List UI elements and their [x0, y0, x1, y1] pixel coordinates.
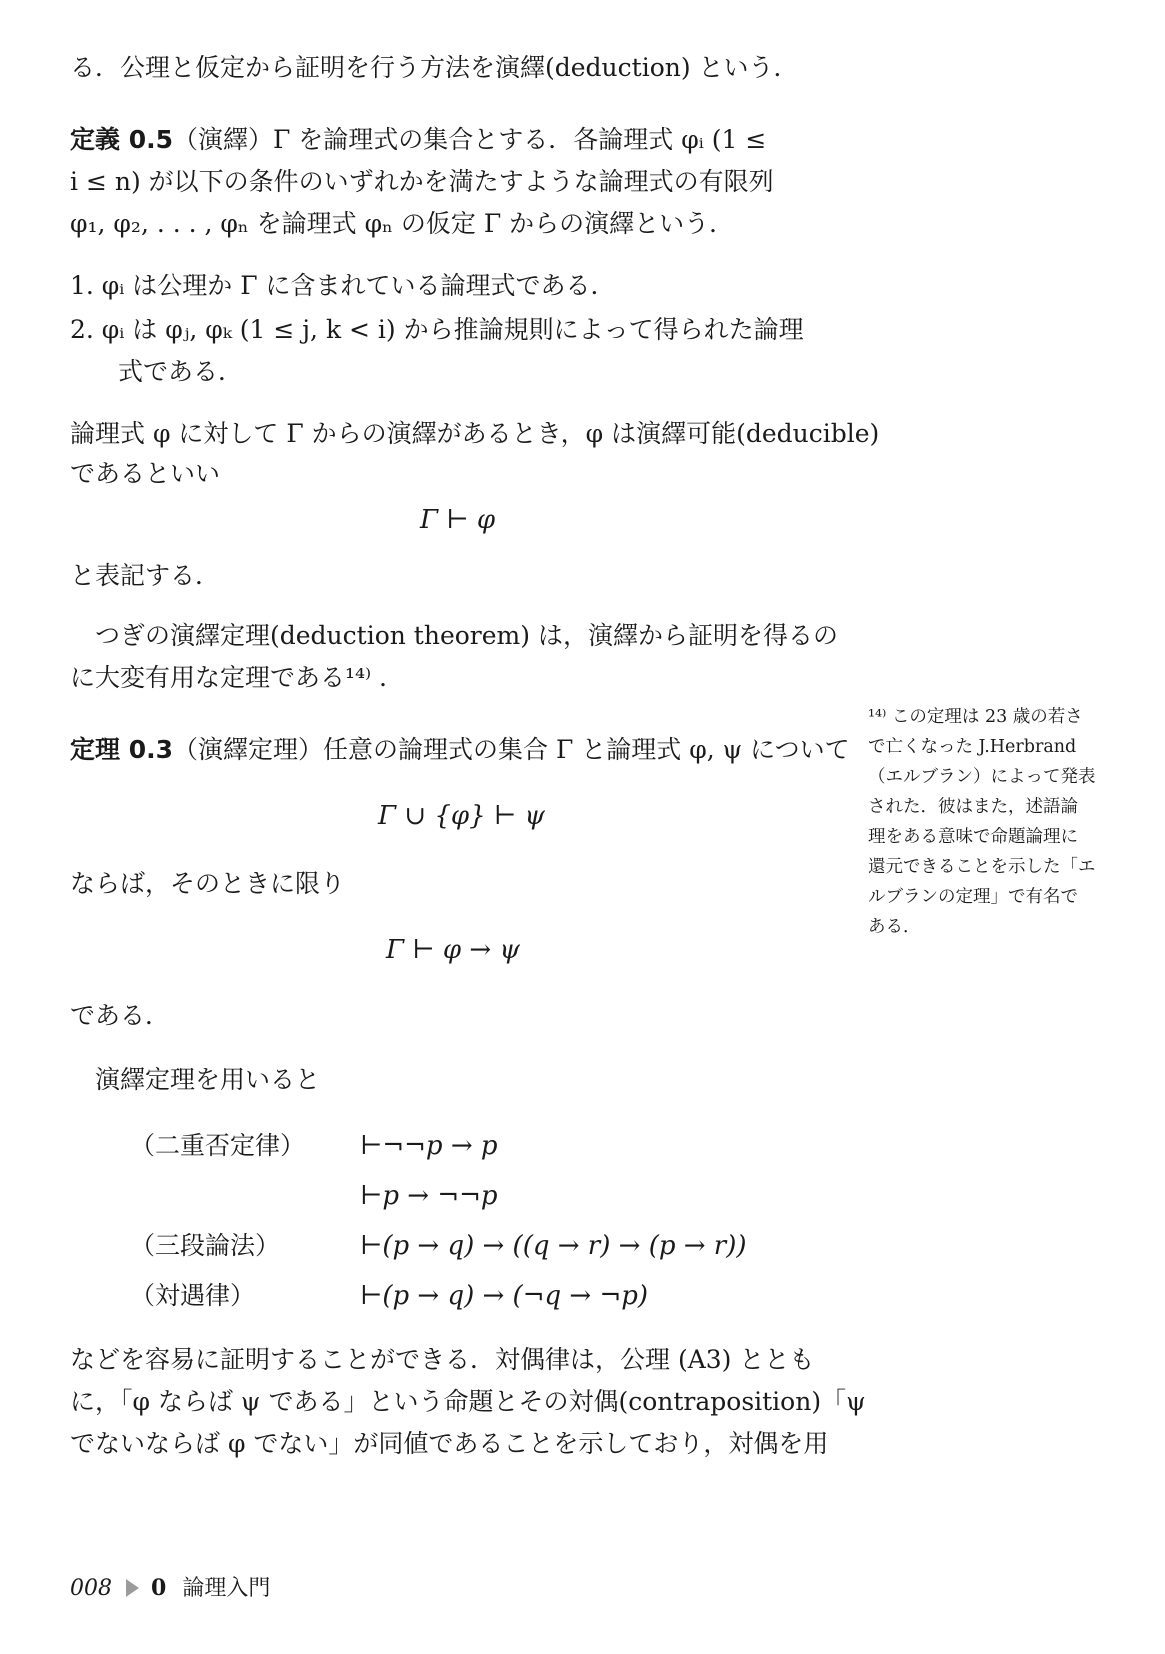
sidenote-14: [868, 702, 1108, 942]
sidenote-line: （エルブラン）によって発表: [868, 767, 1096, 787]
list-item-1: 1. φᵢ は公理か Γ に含まれている論理式である．: [70, 271, 616, 300]
sidenote-line: 理をある意味で命題論理に: [868, 827, 1078, 847]
theorem-label: 定理 0.3: [70, 735, 173, 764]
chapter-title: 論理入門: [182, 1576, 271, 1601]
page-number: 008: [70, 1576, 112, 1601]
definition-line-2: i ≤ n) が以下の条件のいずれかを満たすような論理式の有限列: [70, 167, 774, 196]
definition-label: 定義 0.5: [70, 125, 173, 154]
sidenote-line: ¹⁴⁾ この定理は 23 歳の若さ: [868, 707, 1083, 727]
law-formula-double-negation-1: ⊢¬¬p → p: [360, 1131, 498, 1161]
sidenote-line: された．彼はまた，述語論: [868, 797, 1078, 817]
triangle-arrow-icon: [126, 1579, 139, 1597]
formula-gamma-entails-implication: Γ ⊢ φ → ψ: [386, 935, 520, 965]
closing-line-2: に，「φ ならば ψ である」という命題とその対偶(contraposition)「ψ: [70, 1387, 866, 1416]
sidenote-line: ルブランの定理」で有名で: [868, 887, 1078, 907]
using-line: 演繹定理を用いると: [95, 1065, 321, 1094]
closing-line-1: などを容易に証明することができる．対偶律は，公理 (A3) ととも: [70, 1345, 815, 1374]
deducible-line-2: であるといい: [70, 459, 221, 488]
theorem-text: （演繹定理）任意の論理式の集合 Γ と論理式 φ, ψ について: [173, 735, 850, 764]
is-line: である．: [70, 1001, 171, 1030]
sidenote-line: で亡くなった J.Herbrand: [868, 737, 1077, 757]
formula-gamma-entails-phi: Γ ⊢ φ: [420, 505, 496, 535]
page-footer: [70, 1570, 270, 1607]
intro-line: る．公理と仮定から証明を行う方法を演繹(deduction) という．: [70, 53, 799, 82]
theorem-intro-line-2: に大変有用な定理である¹⁴⁾ ．: [70, 663, 405, 692]
sidenote-line: ある．: [868, 917, 921, 937]
notation-line: と表記する．: [70, 561, 221, 590]
law-formula-double-negation-2: ⊢p → ¬¬p: [360, 1181, 498, 1211]
list-item-2: 2. φᵢ は φⱼ, φₖ (1 ≤ j, k < i) から推論規則によって得られた論理: [70, 315, 804, 344]
closing-line-3: でないならば φ でない」が同値であることを示しており，対偶を用: [70, 1429, 829, 1458]
formula-union-entails-psi: Γ ∪ {φ} ⊢ ψ: [378, 801, 545, 831]
deducible-line-1: 論理式 φ に対して Γ からの演繹があるとき，φ は演繹可能(deducible): [70, 419, 880, 448]
law-formula-contraposition: ⊢(p → q) → (¬q → ¬p): [360, 1281, 649, 1311]
theorem-line: [70, 730, 850, 770]
iff-line: ならば，そのときに限り: [70, 869, 346, 898]
sidenote-line: 還元できることを示した「エ: [868, 857, 1096, 877]
list-item-2-continued: 式である．: [118, 357, 244, 386]
definition-line-3: φ₁, φ₂, . . . , φₙ を論理式 φₙ の仮定 Γ からの演繹という．: [70, 209, 735, 238]
law-formula-syllogism: ⊢(p → q) → ((q → r) → (p → r)): [360, 1231, 747, 1261]
definition-text-1: （演繹）Γ を論理式の集合とする．各論理式 φᵢ (1 ≤: [173, 125, 767, 154]
chapter-number: 0: [151, 1575, 167, 1601]
law-name-contraposition: （対遇律）: [130, 1281, 256, 1310]
law-name-syllogism: （三段論法）: [130, 1231, 281, 1260]
theorem-intro-line-1: つぎの演繹定理(deduction theorem) は，演繹から証明を得るの: [95, 621, 838, 650]
law-name-double-negation: （二重否定律）: [130, 1131, 306, 1160]
definition-line-1: [70, 120, 766, 160]
